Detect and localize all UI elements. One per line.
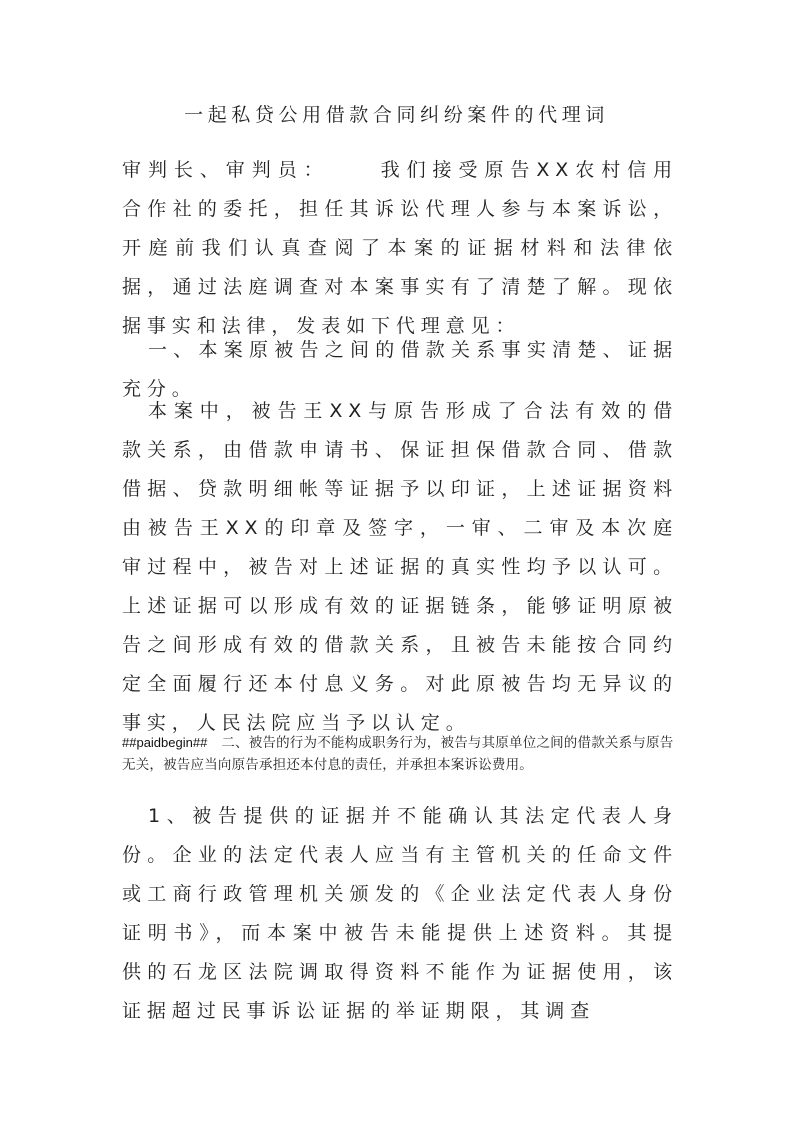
document-title: 一起私贷公用借款合同纠纷案件的代理词 xyxy=(184,104,609,126)
salutation: 审判长、审判员： xyxy=(122,159,330,181)
section-2-block xyxy=(122,732,678,776)
point-1-paragraph: 1、被告提供的证据并不能确认其法定代表人身份。企业的法定代表人应当有主管机关的任命文件或工商行政管理机关颁发的《企业法定代表人身份证明书》，而本案中被告未能提供上述资料。其提供的石龙区法院调取得资料不能作为证据使用，该证据超过民事诉讼证据的举证期限，其调查 xyxy=(122,805,678,1022)
intro-text: 我们接受原告XX农村信用合作社的委托，担任其诉讼代理人参与本案诉讼，开庭前我们认真查阅了本案的证据材料和法律依据，通过法庭调查对本案事实有了清楚了解。现依据事实和法律，发表如下代理意见： xyxy=(122,159,678,337)
section-1-body: 本案中，被告王XX与原告形成了合法有效的借款关系，由借款申请书、保证担保借款合同、借款借据、贷款明细帐等证据予以印证，上述证据资料由被告王XX的印章及签字，一审、二审及本次庭审过程中，被告对上述证据的真实性均予以认可。上述证据可以形成有效的证据链条，能够证明原被告之间形成有效的借款关系，且被告未能按合同约定全面履行还本付息义务。对此原被告均无异议的事实，人民法院应当予以认定。 xyxy=(122,400,678,734)
section-1-heading: 一、本案原被告之间的借款关系事实清楚、证据充分。 xyxy=(122,339,678,400)
paid-marker: ##paidbegin## xyxy=(122,735,208,750)
section-2-heading: 二、被告的行为不能构成职务行为，被告与其原单位之间的借款关系与原告无关，被告应当向原告承担还本付息的责任，并承担本案诉讼费用。 xyxy=(122,735,674,773)
intro-paragraph xyxy=(122,151,678,346)
